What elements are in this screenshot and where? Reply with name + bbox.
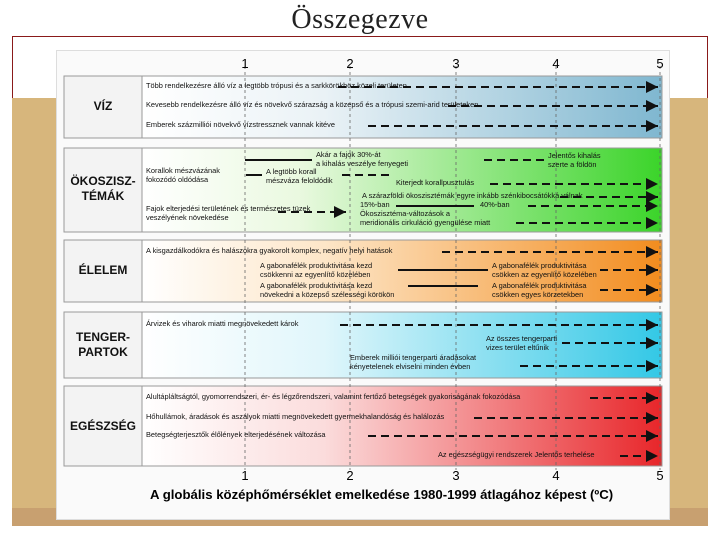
category-viz: VÍZ	[93, 99, 113, 113]
viz-text-2: Kevesebb rendelkezésre álló víz és növekvő szárazság a közepső és a trópusi szemi-arid területeken	[146, 100, 479, 109]
tick-bottom-3: 3	[452, 468, 460, 483]
oko-text-40pct: 40%-ban	[480, 200, 510, 209]
elelem-text-kezd-novekedni: A gabonafélék produktivitása kezd növekedni a közepső szélességi körökön	[260, 281, 395, 299]
oko-text-fajok: Fajok elterjedési területének és természetes tüzek veszélyének növekedése	[146, 204, 311, 222]
elelem-text-csokken-egyenlito: A gabonafélék produktivitása csökken az egyenlítő közelében	[492, 261, 597, 279]
category-egeszseg: EGÉSZSÉG	[69, 419, 137, 433]
oko-text-korallok: Korallok mészvázának fokozódó oldódása	[146, 166, 220, 184]
tenger-text-emberek: Emberek milliói tengerparti áradásokat kényetelenek elviselni minden évben	[350, 353, 477, 371]
elelem-text-csokken-korzetek: A gabonafélék produktivitása csökken egyes körzetekben	[492, 281, 587, 299]
tick-bottom-4: 4	[552, 468, 560, 483]
tenger-text-arvizek: Árvizek és viharok miatti megnövekedett károk	[146, 319, 299, 328]
tick-top-4: 4	[552, 56, 560, 71]
viz-text-1: Több rendelkezésre álló víz a legtöbb trópusi és a sarkkörökhöz közeli területen	[146, 81, 407, 90]
ege-text-alultap: Alultápláltságtól, gyomorrendszeri, ér- és légzőrendszeri, valamint fertőző betegségek gyakoriságának fokozódása	[146, 392, 521, 401]
category-okoszisztemak: ÖKOSZISZ- TÉMÁK	[70, 174, 136, 203]
tick-bottom-1: 1	[241, 468, 249, 483]
viz-text-3: Emberek százmilliói növekvő vízstressznek vannak kitéve	[146, 120, 335, 129]
tick-bottom-5: 5	[656, 468, 664, 483]
slide-title: Összegezve	[291, 4, 429, 35]
tick-top-1: 1	[241, 56, 249, 71]
elelem-text-kezd-csokkenni: A gabonafélék produktivitása kezd csökkenni az egyenlítő közelében	[260, 261, 373, 279]
tenger-text-vizes: Az összes tengerparti vizes terület eltűnik	[486, 334, 558, 352]
oko-text-30pct: Akár a fajok 30%-át a kihalás veszélye fenyegeti	[316, 150, 409, 168]
oko-text-szarazfoldi: A szárazföldi ökoszisztémák egyre inkább szénkibocsátókká válnak	[362, 191, 583, 200]
axis-title: A globális középhőmérséklet emelkedése 1980-1999 átlagához képest (ºC)	[150, 487, 614, 502]
ege-text-betegseg: Betegségterjesztők élőlények elterjedésének változása	[146, 430, 326, 439]
category-tengerpartok: TENGER- PARTOK	[76, 330, 130, 359]
oko-text-jelentos: Jelentős kihalás szerte a földön	[548, 151, 601, 169]
tick-top-2: 2	[346, 56, 354, 71]
elelem-text-kisgazda: A kisgazdálkodókra és halászokra gyakorolt komplex, negatív helyi hatások	[146, 246, 393, 255]
oko-text-meridionalis: Ökoszisztéma-változások a meridionális cirkuláció gyengülése miatt	[360, 209, 491, 227]
tick-bottom-2: 2	[346, 468, 354, 483]
tick-top-3: 3	[452, 56, 460, 71]
oko-text-legtobb: A legtöbb korall mészváza feloldódik	[266, 167, 333, 185]
oko-text-15pct: 15%-ban	[360, 200, 390, 209]
category-elelem: ÉLELEM	[78, 263, 128, 277]
ege-text-rendszer: Az egészségügyi rendszerek Jelentős terhelése	[438, 450, 595, 459]
ege-text-hohullam: Hőhullámok, áradások és aszályok miatti megnövekedett gyermekhalandóság és halálozás	[146, 412, 445, 421]
oko-text-kiterjedt: Kiterjedt korallpusztulás	[396, 178, 475, 187]
tick-top-5: 5	[656, 56, 664, 71]
